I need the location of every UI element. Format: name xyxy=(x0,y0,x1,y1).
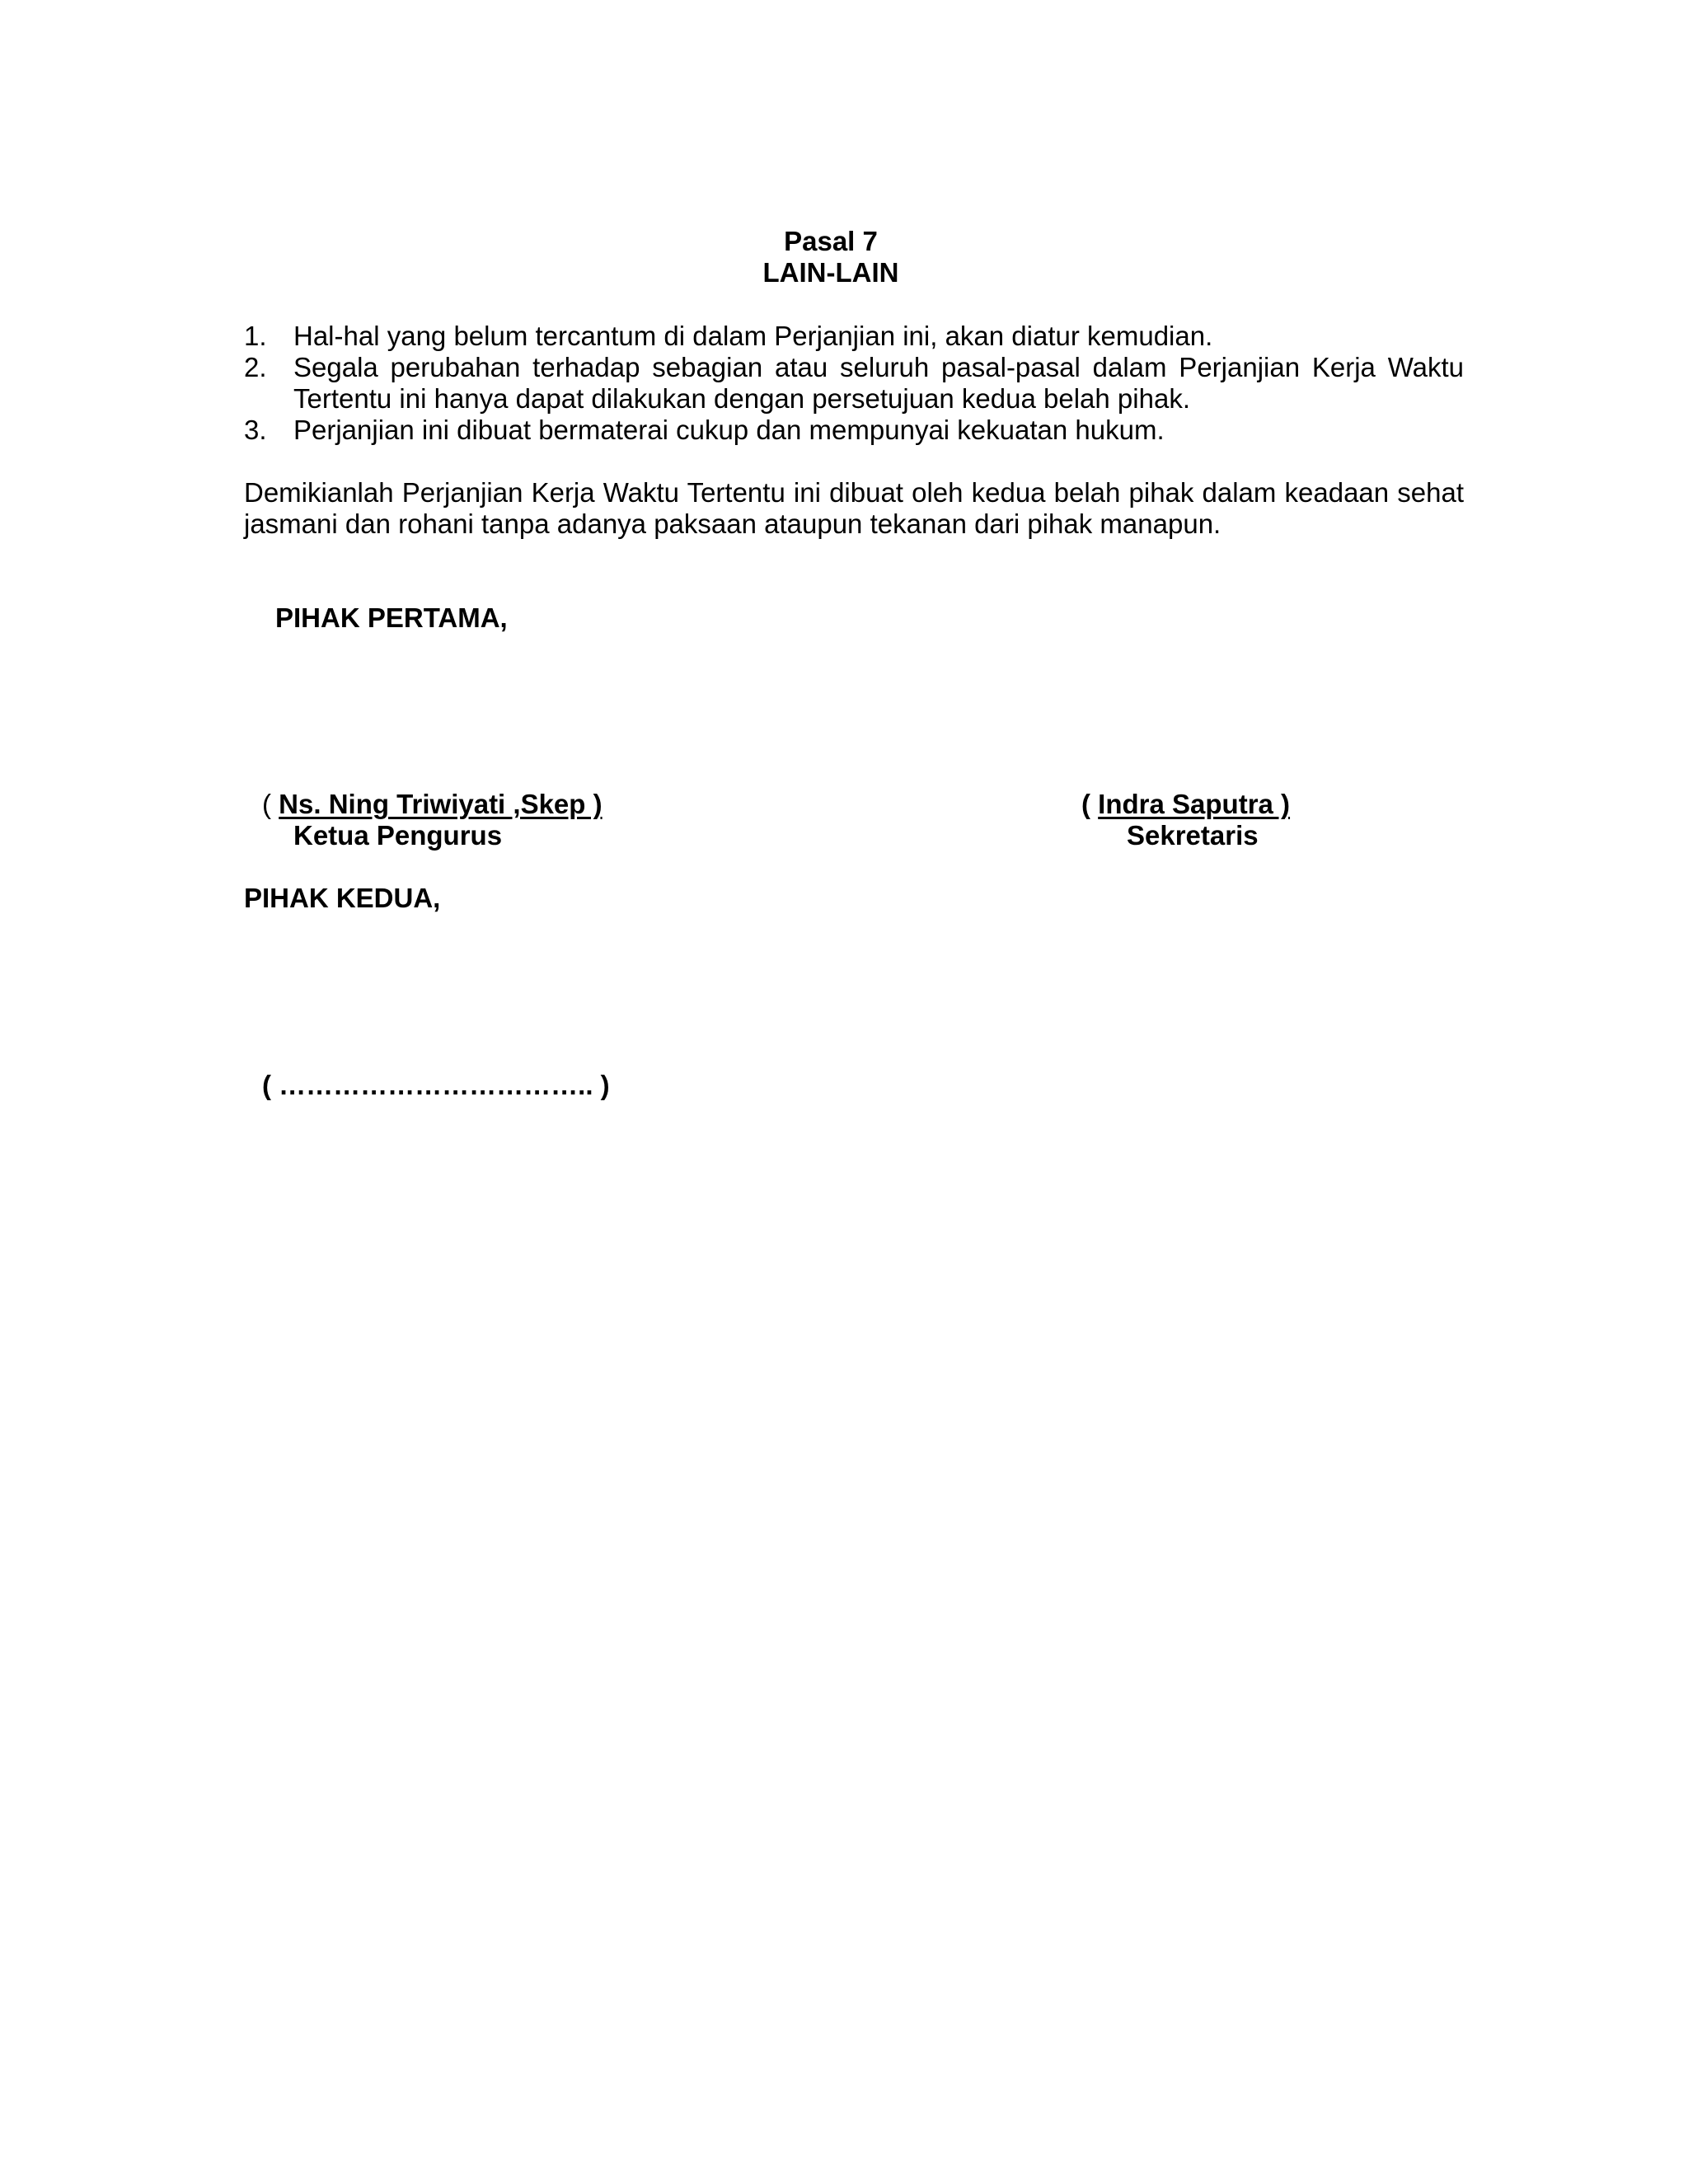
blank-signature: ( …………………………….. ) xyxy=(262,1070,610,1100)
clause-text: Segala perubahan terhadap sebagian atau seluruh pasal-pasal dalam Perjanjian Kerja Waktu xyxy=(293,352,1464,382)
closing-paragraph-line: jasmani dan rohani tanpa adanya paksaan ataupun tekanan dari pihak manapun. xyxy=(244,509,1221,539)
signatory-left-role: Ketua Pengurus xyxy=(293,820,503,851)
open-paren: ( xyxy=(1081,789,1099,819)
clause-number: 3. xyxy=(244,415,267,445)
open-paren: ( xyxy=(262,789,279,819)
article-title: LAIN-LAIN xyxy=(762,257,899,288)
article-number: Pasal 7 xyxy=(784,226,878,256)
signatory-name: Ns. Ning Triwiyati ,Skep ) xyxy=(279,789,603,819)
clause-text: Hal-hal yang belum tercantum di dalam Perjanjian ini, akan diatur kemudian. xyxy=(293,321,1213,351)
clause-text: Perjanjian ini dibuat bermaterai cukup dan mempunyai kekuatan hukum. xyxy=(293,415,1165,445)
first-party-label: PIHAK PERTAMA, xyxy=(275,602,508,633)
signatory-left-name xyxy=(262,789,603,820)
second-party-label: PIHAK KEDUA, xyxy=(244,883,441,913)
clause-text: Tertentu ini hanya dapat dilakukan dengan persetujuan kedua belah pihak. xyxy=(293,383,1190,414)
signatory-right-role: Sekretaris xyxy=(1127,820,1259,851)
clause-number: 1. xyxy=(244,321,267,351)
closing-paragraph-line: Demikianlah Perjanjian Kerja Waktu Tertentu ini dibuat oleh kedua belah pihak dalam keadaan sehat xyxy=(244,477,1464,508)
clause-number: 2. xyxy=(244,352,267,382)
blank-signature-line xyxy=(262,1070,610,1101)
signatory-right-name xyxy=(1081,789,1290,820)
signatory-name: Indra Saputra ) xyxy=(1098,789,1291,819)
